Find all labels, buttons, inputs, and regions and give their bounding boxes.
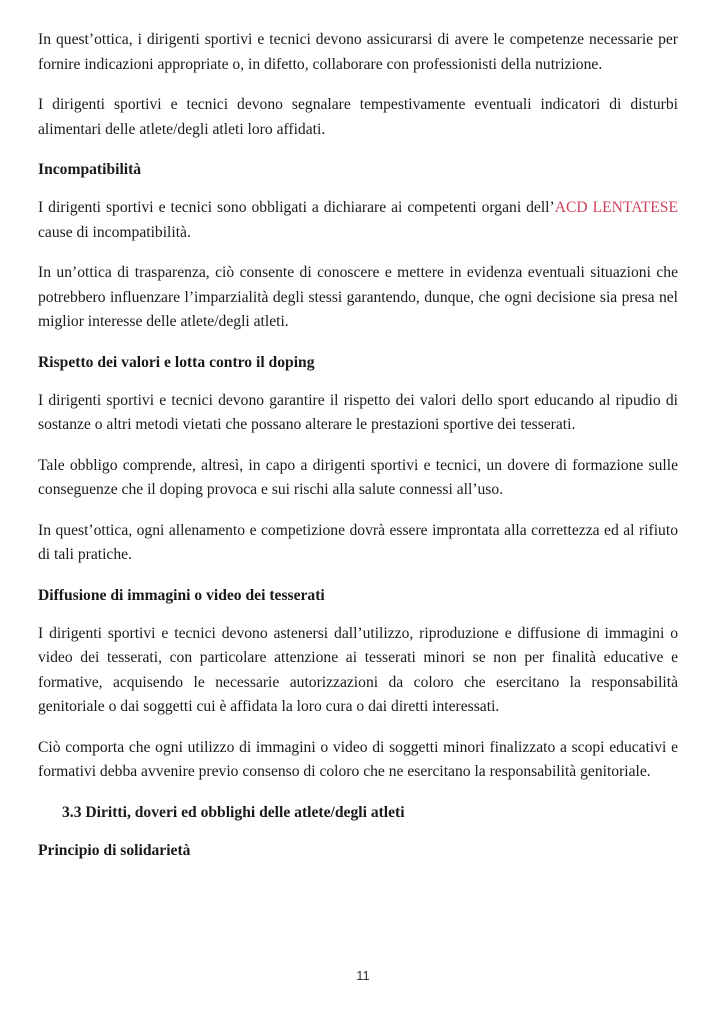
heading-incompatibilita: Incompatibilità bbox=[38, 161, 142, 178]
paragraph-transparency: In un’ottica di trasparenza, ciò consente di conoscere e mettere in evidenza eventuali situazioni che potrebbero influenzare l’imparzialità degli stessi garantendo, dunque, che ogni decisione sia presa nel miglior interesse delle atlete/degli atleti. bbox=[38, 264, 678, 330]
paragraph-doping-training: Tale obbligo comprende, altresì, in capo a dirigenti sportivi e tecnici, un dovere di formazione sulle conseguenze che il doping provoca e sui rischi alla salute connessi all’uso. bbox=[38, 456, 678, 498]
paragraph-text-before: I dirigenti sportivi e tecnici sono obbligati a dichiarare ai competenti organi dell’ bbox=[38, 199, 555, 216]
paragraph-images-restriction: I dirigenti sportivi e tecnici devono astenersi dall’utilizzo, riproduzione e diffusione di immagini o video dei tesserati, con particolare attenzione ai tesserati minori se non per finalità educative e formative, acquisendo le necessarie autorizzazioni da coloro che esercitano la responsabilità genitoriale o dai soggetti cui è affidata la loro cura o dai diretti interessati. bbox=[38, 624, 678, 715]
paragraph-text-after: cause di incompatibilità. bbox=[38, 223, 191, 241]
heading-images-video: Diffusione di immagini o video dei tesserati bbox=[38, 586, 325, 604]
paragraph-nutrition-competence: In quest’ottica, i dirigenti sportivi e tecnici devono assicurarsi di avere le competenze necessarie per fornire indicazioni appropriate o, in difetto, collaborare con professionisti della nutrizione. bbox=[38, 31, 678, 73]
paragraph-minors-consent: Ciò comporta che ogni utilizzo di immagini o video di soggetti minori finalizzato a scopi educativi e formativi debba avvenire previo consenso di coloro che ne esercitano la responsabilità genitoriale. bbox=[38, 738, 678, 780]
paragraph-eating-disorders: I dirigenti sportivi e tecnici devono segnalare tempestivamente eventuali indicatori di disturbi alimentari delle atlete/degli atleti loro affidati. bbox=[38, 96, 678, 138]
paragraph-training-fairness: In quest’ottica, ogni allenamento e competizione dovrà essere improntata alla correttezza ed al rifiuto di tali pratiche. bbox=[38, 521, 678, 563]
heading-solidarity: Principio di solidarietà bbox=[38, 841, 191, 859]
document-body bbox=[38, 28, 678, 877]
page-number: 11 bbox=[356, 968, 370, 983]
paragraph-incompatibility-declaration bbox=[38, 196, 678, 245]
section-heading-athletes-rights: 3.3 Diritti, doveri ed obblighi delle atlete/degli atleti bbox=[62, 803, 405, 821]
organization-name-highlight: ACD LENTATESE bbox=[554, 199, 678, 216]
heading-doping: Rispetto dei valori e lotta contro il doping bbox=[38, 353, 315, 371]
paragraph-sport-values: I dirigenti sportivi e tecnici devono garantire il rispetto dei valori dello sport educando al ripudio di sostanze o altri metodi vietati che possano alterare le prestazioni sportive dei tesserati. bbox=[38, 391, 678, 433]
